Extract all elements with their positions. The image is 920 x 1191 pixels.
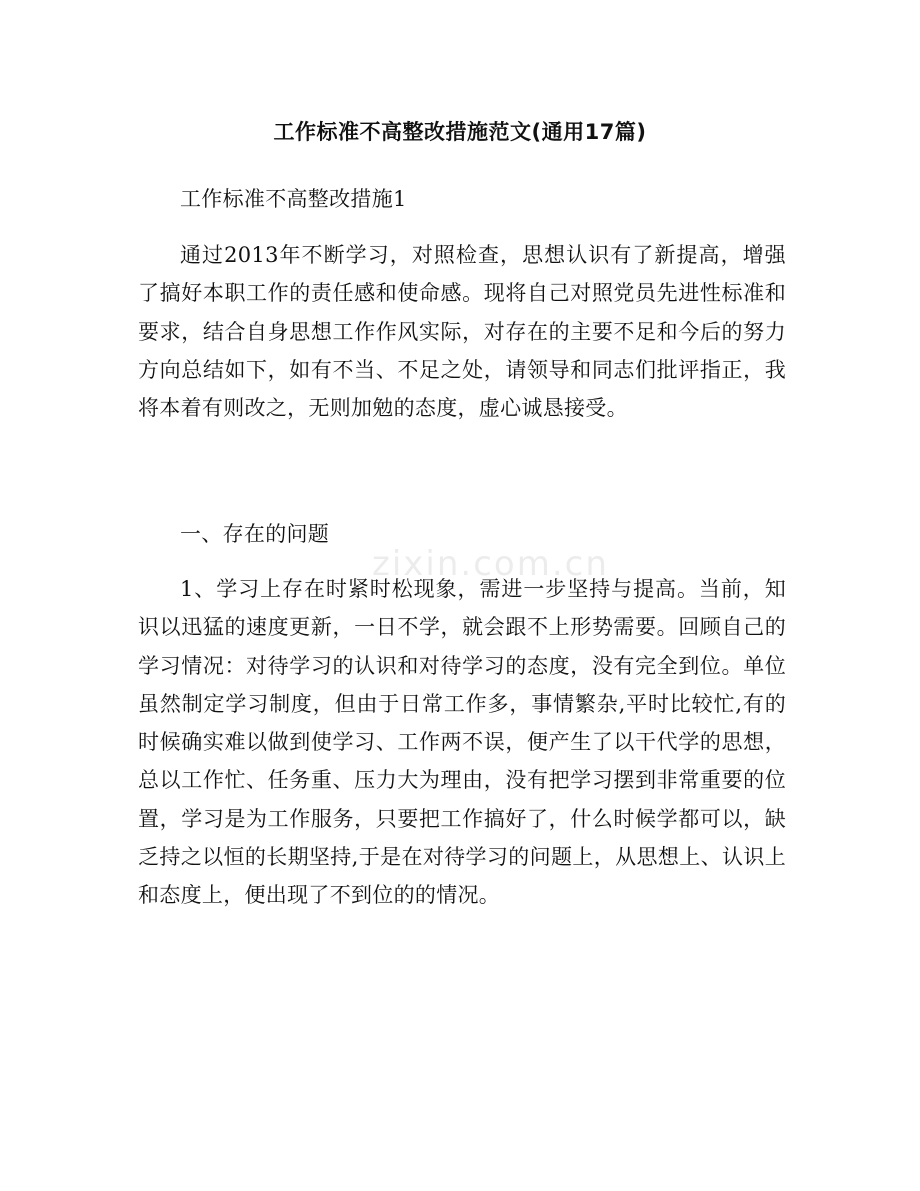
section-heading: 一、存在的问题	[180, 522, 330, 546]
watermark: zixin.com.cn	[372, 544, 609, 584]
subheading: 工作标准不高整改措施1	[180, 187, 407, 211]
paragraph-2: 1、学习上存在时紧时松现象，需进一步坚持与提高。当前，知识以迅猛的速度更新，一日不学，就会跟不上形势需要。回顾自己的学习情况：对待学习的认识和对待学习的态度，没有完全到位。单位虽然制定学习制度，但由于日常工作多，事情繁杂,平时比较忙,有的时候确实难以做到使学习、工作两不误，便产生了以干代学的思想，总以工作忙、任务重、压力大为理由，没有把学习摆到非常重要的位置，学习是为工作服务，只要把工作搞好了，什么时候学都可以，缺乏持之以恒的长期坚持,于是在对待学习的问题上，从思想上、认识上和态度上，便出现了不到位的的情况。	[138, 577, 786, 908]
document-title: 工作标准不高整改措施范文(通用17篇)	[273, 120, 647, 144]
paragraph-1: 通过2013年不断学习，对照检查，思想认识有了新提高，增强了搞好本职工作的责任感和使命感。现将自己对照党员先进性标准和要求，结合自身思想工作作风实际，对存在的主要不足和今后的努力方向总结如下，如有不当、不足之处，请领导和同志们批评指正，我将本着有则改之，无则加勉的态度，虚心诚恳接受。	[138, 243, 786, 421]
